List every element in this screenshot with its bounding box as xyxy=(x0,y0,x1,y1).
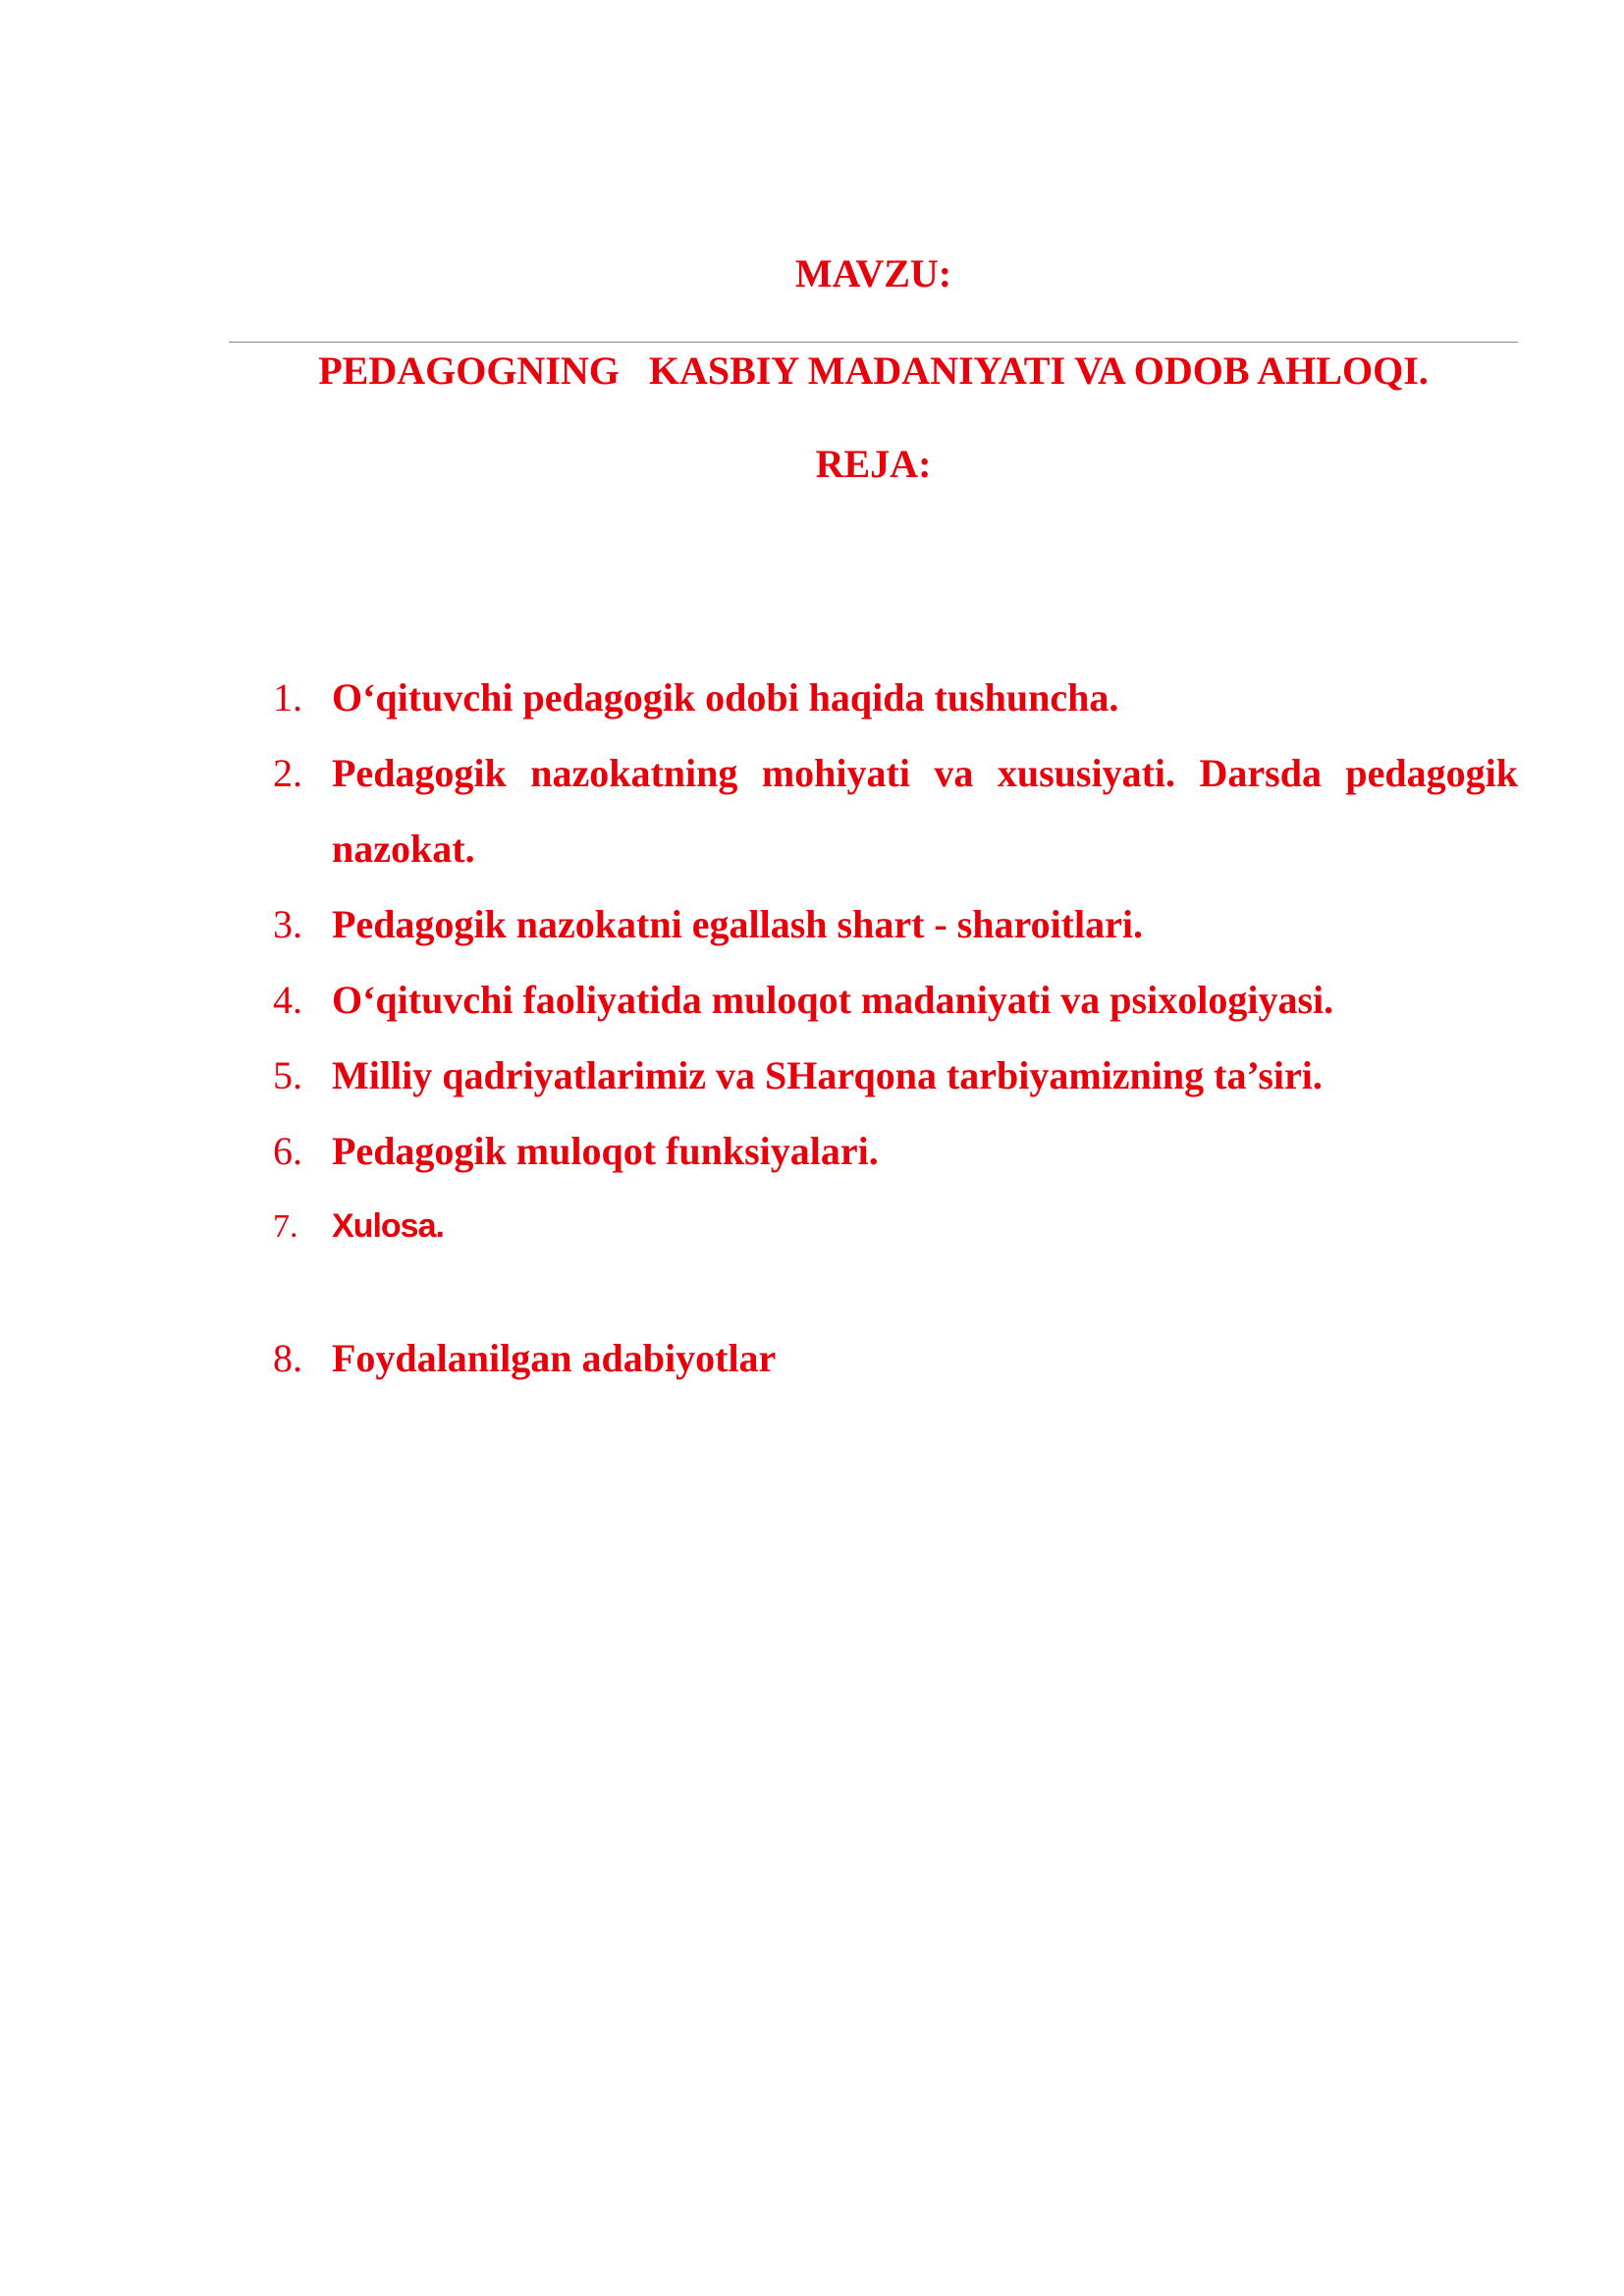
plan-label: REJA: xyxy=(815,442,932,486)
plan-item-text: Milliy qadriyatlarimiz va SHarqona tarbiyamizning ta’siri. xyxy=(332,1053,1323,1097)
plan-item-text: Pedagogik nazokatning mohiyati va xususiyati. Darsda pedagogik nazokat. xyxy=(332,751,1518,871)
plan-item xyxy=(273,1113,1518,1189)
plan-item xyxy=(273,1038,1518,1113)
plan-item-text: Pedagogik muloqot funksiyalari. xyxy=(332,1129,879,1173)
plan-item xyxy=(273,660,1518,735)
plan-item-number: 1. xyxy=(273,675,302,720)
plan-item-number: 8. xyxy=(273,1336,302,1380)
document-title: PEDAGOGNING KASBIY MADANIYATI VA ODOB AHLOQI. xyxy=(318,348,1429,393)
plan-item xyxy=(273,962,1518,1038)
plan-item-number: 7. xyxy=(273,1208,298,1245)
topic-label: MAVZU: xyxy=(794,251,952,295)
plan-item-number: 5. xyxy=(273,1053,302,1097)
plan-item-text: Foydalanilgan adabiyotlar xyxy=(332,1336,777,1380)
plan-item-number: 3. xyxy=(273,902,302,946)
horizontal-rule xyxy=(229,342,1518,343)
plan-item-text: O‘qituvchi faoliyatida muloqot madaniyati va psixologiyasi. xyxy=(332,978,1334,1022)
plan-item-text: O‘qituvchi pedagogik odobi haqida tushuncha. xyxy=(332,675,1119,720)
plan-item-number: 6. xyxy=(273,1129,302,1173)
plan-item-number: 4. xyxy=(273,978,302,1022)
plan-list xyxy=(273,660,1518,1396)
plan-item xyxy=(273,735,1518,886)
plan-item xyxy=(273,1189,1518,1264)
plan-item-text: Xulosa. xyxy=(332,1207,444,1245)
plan-item xyxy=(273,886,1518,962)
plan-item-text: Pedagogik nazokatni egallash shart - sharoitlari. xyxy=(332,902,1143,946)
plan-item-number: 2. xyxy=(273,751,302,795)
plan-item xyxy=(273,1320,1518,1396)
